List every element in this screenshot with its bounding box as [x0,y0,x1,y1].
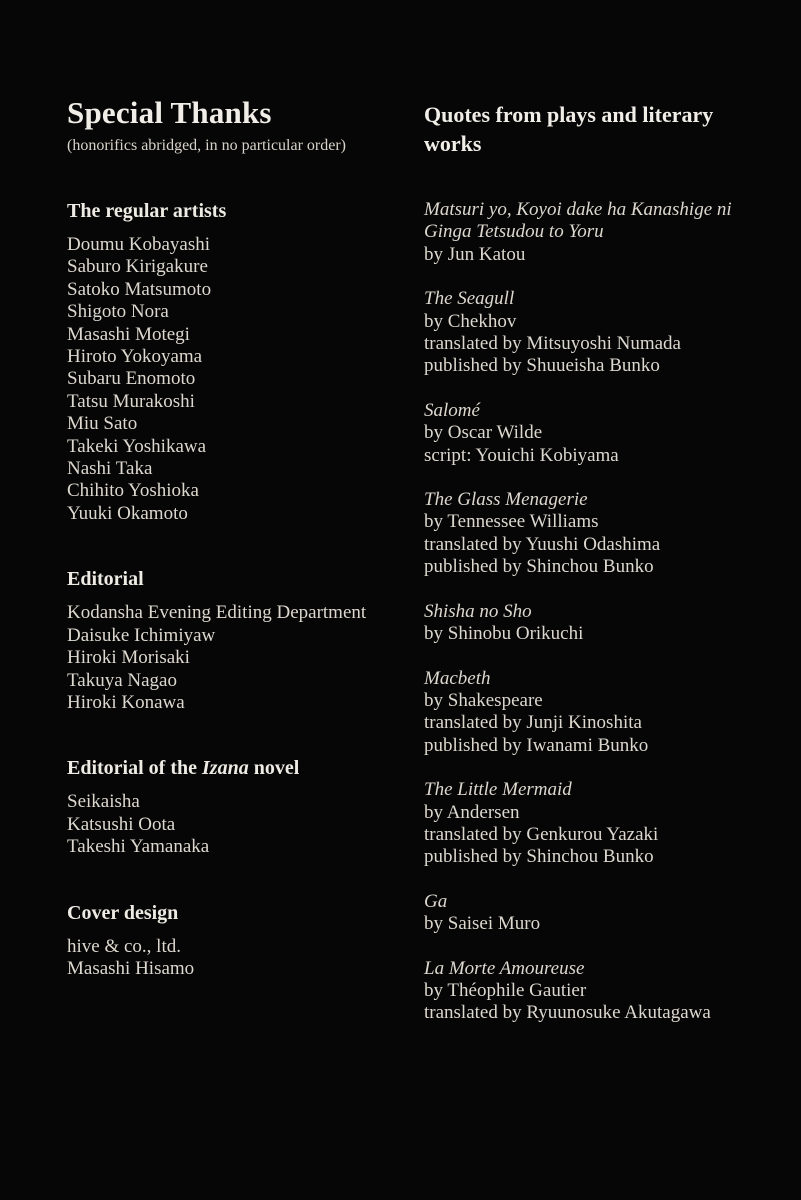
section-heading [67,199,415,223]
credit-name: Daisuke Ichimiyaw [67,624,216,646]
quotes-column [424,100,759,1047]
credit-name: hive & co., ltd. [67,935,181,957]
section-heading-segment: Editorial [67,568,144,591]
work-credit-line: by Jun Katou [424,243,526,265]
credit-name: Kodansha Evening Editing Department [67,602,367,624]
work-title-line: The Glass Menagerie [424,489,588,511]
work-entry [424,668,759,758]
section-heading-segment: novel [248,757,300,780]
work-title-line: La Morte Amoureuse [424,957,585,979]
credit-name-list [67,791,415,858]
work-credit-line: translated by Junji Kinoshita [424,712,642,734]
quotes-title: Quotes from plays and literary works [424,102,714,156]
work-credit-line: published by Shuueisha Bunko [424,355,660,377]
credit-name: Takeshi Yamanaka [67,836,210,858]
work-title-line: Matsuri yo, Koyoi dake ha Kanashige ni [424,199,732,220]
work-credit-line: script: Youichi Kobiyama [424,444,619,466]
credit-name: Doumu Kobayashi [67,234,211,255]
work-entry [424,489,759,579]
work-credit-line: published by Shinchou Bunko [424,846,654,868]
credit-name: Nashi Taka [67,458,153,480]
work-credit-line: by Tennessee Williams [424,511,599,533]
credit-name: Masashi Hisamo [67,957,195,979]
work-credit-line: translated by Yuushi Odashima [424,533,661,555]
credit-section [67,901,415,981]
credit-name: Chihito Yoshioka [67,480,199,502]
work-credit-line: by Oscar Wilde [424,422,543,444]
page-subtitle: (honorifics abridged, in no particular order) [67,137,347,154]
work-credit-line: by Andersen [424,801,520,823]
credit-name: Yuuki Okamoto [67,502,188,524]
work-entry [424,400,759,467]
credit-name: Subaru Enomoto [67,368,196,390]
work-entry [424,601,759,646]
credit-name-list [67,602,415,714]
credit-name: Takeki Yoshikawa [67,435,207,457]
work-entry [424,958,759,1025]
work-credit-line: published by Iwanami Bunko [424,734,649,756]
work-entry [424,779,759,869]
credit-name: Takuya Nagao [67,669,177,691]
work-entries [424,199,759,1025]
credit-name: Hiroki Morisaki [67,647,190,669]
credit-section [67,756,415,858]
section-heading [67,567,415,591]
work-credit-line: by Théophile Gautier [424,979,587,1001]
credit-name: Hiroki Konawa [67,691,185,713]
work-credit-line: by Chekhov [424,310,517,332]
credit-name-list [67,936,415,981]
credit-section [67,567,415,714]
section-heading-segment: Editorial of the [67,757,202,780]
credit-name: Tatsu Murakoshi [67,390,195,412]
credit-name: Shigoto Nora [67,301,169,323]
credit-section [67,199,415,525]
section-heading-segment: Cover design [67,901,179,924]
work-title-line: The Seagull [424,288,515,310]
work-title-line: Ginga Tetsudou to Yoru [424,221,604,243]
credit-name: Katsushi Oota [67,813,176,835]
work-credit-line: translated by Genkurou Yazaki [424,823,659,845]
credit-name: Hiroto Yokoyama [67,346,203,368]
credit-name: Saburo Kirigakure [67,256,208,278]
section-heading [67,756,415,780]
work-credit-line: by Shinobu Orikuchi [424,623,584,645]
work-title-line: Salomé [424,399,480,421]
work-entry [424,288,759,378]
special-thanks-column [67,94,415,980]
section-heading-segment: The regular artists [67,200,227,222]
work-credit-line: by Saisei Muro [424,913,541,935]
credit-name-list [67,234,415,525]
work-credit-line: translated by Mitsuyoshi Numada [424,333,681,355]
section-heading-segment: Izana [202,757,249,780]
credit-name: Satoko Matsumoto [67,278,212,300]
work-credit-line: translated by Ryuunosuke Akutagawa [424,1002,711,1024]
work-title-line: Ga [424,890,448,912]
section-heading [67,901,415,925]
credit-sections [67,199,415,980]
work-title-line: Shisha no Sho [424,600,532,622]
work-credit-line: by Shakespeare [424,689,543,711]
credit-name: Masashi Motegi [67,323,190,345]
credit-name: Miu Sato [67,413,138,435]
work-entry [424,199,759,266]
work-title-line: The Little Mermaid [424,779,572,801]
credit-name: Seikaisha [67,791,140,813]
work-entry [424,891,759,936]
work-credit-line: published by Shinchou Bunko [424,556,654,578]
work-title-line: Macbeth [424,667,491,689]
page-title: Special Thanks [67,95,272,130]
